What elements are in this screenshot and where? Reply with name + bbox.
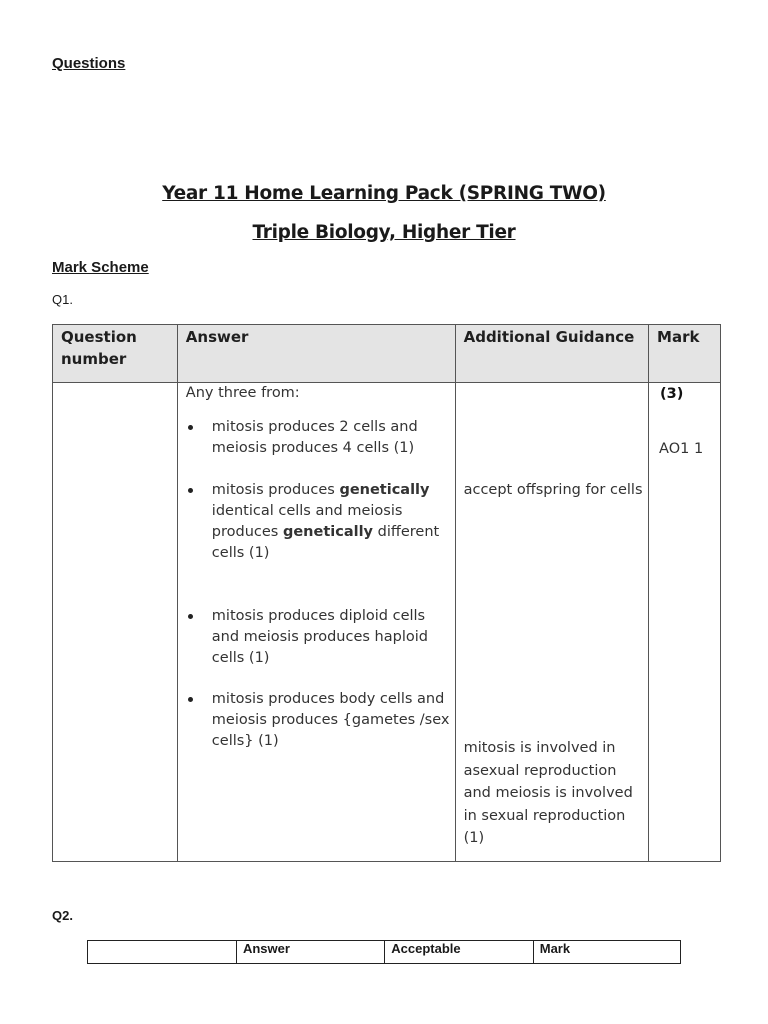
header-additional-guidance: Additional Guidance xyxy=(455,325,648,383)
answer-bullet-text: mitosis produces diploid cells and meiosis produces haploid cells (1) xyxy=(211,608,428,666)
answer-bullet-text: mitosis produces xyxy=(211,482,340,498)
answer-intro: Any three from: xyxy=(185,385,300,401)
guidance-note-1: accept offspring for cells xyxy=(463,482,643,498)
answer-bullet-text: different cells (1) xyxy=(211,524,440,561)
answer-bullet-text: mitosis produces body cells and meiosis produces {gametes /sex cells} (1) xyxy=(211,691,450,749)
assessment-objective: AO1 1 xyxy=(659,441,704,457)
q1-header-row xyxy=(53,325,721,383)
q1-answer-row xyxy=(53,383,721,862)
q1-mark-scheme-table xyxy=(52,324,721,862)
mark-scheme-heading: Mark Scheme xyxy=(52,259,149,276)
q2-header-acceptable: Acceptable xyxy=(385,941,533,964)
q2-header-mark: Mark xyxy=(533,941,680,964)
emphasis-genetically: genetically xyxy=(282,524,374,540)
bullet-icon xyxy=(188,697,193,702)
document-title: Year 11 Home Learning Pack (SPRING TWO) xyxy=(162,183,606,204)
question-number-cell xyxy=(53,383,178,862)
guidance-note-2: mitosis is involved in asexual reproduction and meiosis is involved in sexual reproduction (1) xyxy=(463,740,633,846)
bullet-icon xyxy=(188,614,193,619)
bullet-icon xyxy=(188,488,193,493)
q2-header-blank xyxy=(88,941,237,964)
header-mark: Mark xyxy=(649,325,721,383)
mark-total: (3) xyxy=(660,386,684,402)
answer-cell xyxy=(177,383,455,862)
answer-bullet-text: identical cells and meiosis produces xyxy=(211,503,403,540)
bullet-icon xyxy=(188,425,193,430)
q1-label: Q1. xyxy=(52,292,73,307)
answer-bullet-4 xyxy=(186,689,452,752)
document-subtitle: Triple Biology, Higher Tier xyxy=(252,222,516,243)
answer-bullet-text: mitosis produces 2 cells and meiosis produces 4 cells (1) xyxy=(211,419,418,456)
q2-label: Q2. xyxy=(52,908,73,923)
questions-heading: Questions xyxy=(52,55,126,72)
q2-header-answer: Answer xyxy=(236,941,384,964)
mark-cell xyxy=(649,383,721,862)
header-answer: Answer xyxy=(177,325,455,383)
answer-bullet-3 xyxy=(186,606,452,669)
q2-header-row xyxy=(88,941,681,964)
answer-bullet-1 xyxy=(186,417,452,459)
header-question-number: Question number xyxy=(53,325,178,383)
q2-mark-scheme-table xyxy=(87,940,681,964)
emphasis-genetically: genetically xyxy=(339,482,430,498)
answer-bullet-2 xyxy=(186,480,452,564)
guidance-cell xyxy=(455,383,648,862)
